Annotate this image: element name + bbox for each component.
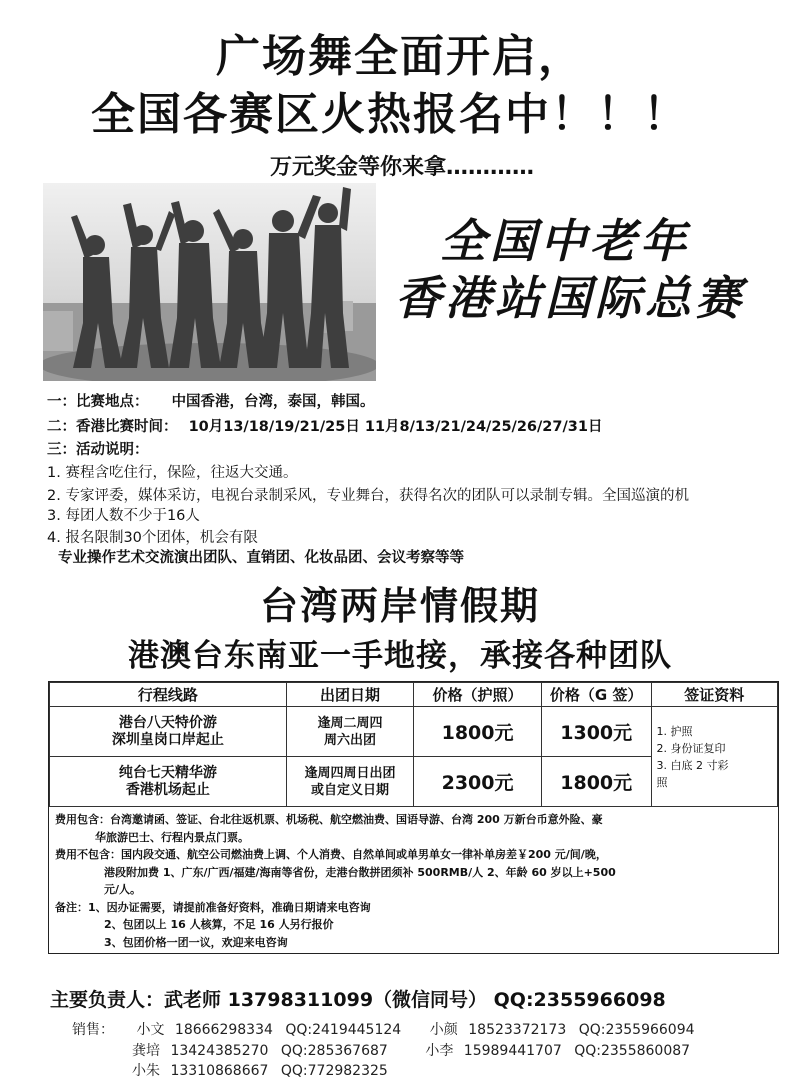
service-banner: 港澳台东南亚一手地接，承接各种团队 (128, 638, 672, 674)
col-header-price-g: 价格（G 签） (541, 683, 651, 707)
docs-cell (651, 707, 777, 807)
remark-line-1: 备注：1、因办证需要，请提前准备好资料，准确日期请来电咨询 (55, 900, 371, 914)
sales-phone: 15989441707 (463, 1043, 562, 1059)
sales-qq: QQ:2419445124 (285, 1022, 402, 1038)
sales-row-2 (132, 1040, 690, 1060)
table-row (50, 707, 778, 757)
route-name: 港台八天特价游 (118, 714, 217, 731)
event-title-line-2: 香港站国际总赛 (395, 271, 745, 325)
date-line-2: 或自定义日期 (311, 782, 390, 798)
dancers-silhouette-image (43, 183, 376, 381)
sales-qq: QQ:285367687 (280, 1043, 388, 1059)
location-label: 一：比赛地点： (47, 394, 149, 410)
col-header-price-passport: 价格（护照） (414, 683, 542, 707)
sales-name: 小朱 (132, 1063, 160, 1079)
sales-phone: 18523372173 (468, 1022, 567, 1038)
taiwan-banner: 台湾两岸情假期 (259, 584, 540, 628)
sales-qq: QQ:2355966094 (578, 1022, 695, 1038)
sales-label: 销售： (72, 1022, 114, 1038)
col-header-route: 行程线路 (50, 683, 287, 707)
desc-item-1: 1. 赛程含吃住行，保险，往返大交通。 (47, 465, 298, 481)
col-header-docs: 签证资料 (651, 683, 777, 707)
price-passport-cell: 1800元 (414, 707, 542, 757)
price-g-cell: 1800元 (541, 757, 651, 807)
sales-qq: QQ:772982325 (280, 1063, 388, 1079)
excludes-line-2: 港段附加费 1、广东/广西/福建/海南等省份，走港台散拼团须补 500RMB/人 2、年龄 60 岁以上+500 (104, 865, 616, 879)
sales-name: 小颜 (429, 1022, 458, 1038)
route-cell (50, 757, 287, 807)
sales-name: 小文 (136, 1022, 165, 1038)
route-cell (50, 707, 287, 757)
date-line-1: 逢周二周四 (317, 715, 383, 731)
sales-phone: 13424385270 (170, 1043, 269, 1059)
desc-label: 三：活动说明： (47, 442, 149, 458)
doc-item: 3. 白底 2 寸彩 (656, 758, 729, 772)
sales-row-3 (132, 1060, 388, 1080)
date-cell (286, 757, 413, 807)
desc-item-3: 3. 每团人数不少于16人 (47, 508, 200, 524)
headline-line-2: 全国各赛区火热报名中！！！ (91, 89, 689, 140)
location-row (47, 390, 375, 411)
price-g-cell: 1300元 (541, 707, 651, 757)
sales-phone: 13310868667 (170, 1063, 269, 1079)
headline-line-1: 广场舞全面开启， (216, 31, 584, 82)
includes-line-2: 华旅游巴士、行程内景点门票。 (95, 830, 249, 844)
doc-item: 2. 身份证复印 (656, 741, 726, 755)
route-name: 纯台七天精华游 (118, 764, 217, 781)
location-value: 中国香港，台湾，泰国，韩国。 (171, 394, 375, 410)
excludes-line-3: 元/人。 (104, 883, 142, 896)
date-line-2: 周六出团 (324, 732, 377, 748)
date-cell (286, 707, 413, 757)
date-line-1: 逢周四周日出团 (304, 765, 396, 781)
remark-line-2: 2、包团以上 16 人核算，不足 16 人另行报价 (104, 918, 334, 931)
event-title-line-1: 全国中老年 (440, 214, 690, 268)
specialty-line: 专业操作艺术交流演出团队、直销团、化妆品团、会议考察等等 (58, 550, 464, 566)
time-value: 10月13/18/19/21/25日 11月8/13/21/24/25/26/27/31日 (188, 419, 603, 435)
route-departure: 香港机场起止 (125, 781, 210, 798)
time-row (47, 415, 602, 436)
doc-item: 照 (656, 775, 668, 789)
desc-item-4: 4. 报名限制30个团体，机会有限 (47, 530, 258, 546)
sales-name: 小李 (425, 1043, 454, 1059)
sales-row-1 (72, 1019, 695, 1039)
fee-notes (49, 807, 778, 955)
doc-item: 1. 护照 (656, 724, 693, 738)
main-contact: 主要负责人：武老师 13798311099（微信同号） QQ:2355966098 (50, 989, 666, 1011)
col-header-date: 出团日期 (286, 683, 413, 707)
itinerary-table (49, 682, 778, 807)
excludes-line-1: 费用不包含：国内段交通、航空公司燃油费上调、个人消费、自然单间或单男单女一律补单房差￥200 元/间/晚， (55, 848, 607, 861)
route-departure: 深圳皇岗口岸起止 (111, 731, 224, 748)
desc-item-2: 2. 专家评委，媒体采访，电视台录制采风，专业舞台，获得名次的团队可以录制专辑。全国巡演的机 (47, 488, 689, 504)
sales-phone: 18666298334 (174, 1022, 273, 1038)
itinerary-table-box (48, 681, 779, 954)
remark-line-3: 3、包团价格一团一议，欢迎来电咨询 (104, 935, 288, 949)
prize-subline: 万元奖金等你来拿………… (270, 155, 535, 180)
price-passport-cell: 2300元 (414, 757, 542, 807)
sales-name: 龚培 (132, 1043, 160, 1059)
includes-line-1: 费用包含：台湾邀请函、签证、台北往返机票、机场税、航空燃油费、国语导游、台湾 200 万新台币意外险、豪 (55, 813, 603, 826)
sales-qq: QQ:2355860087 (574, 1043, 691, 1059)
time-label: 二：香港比赛时间： (47, 419, 178, 435)
